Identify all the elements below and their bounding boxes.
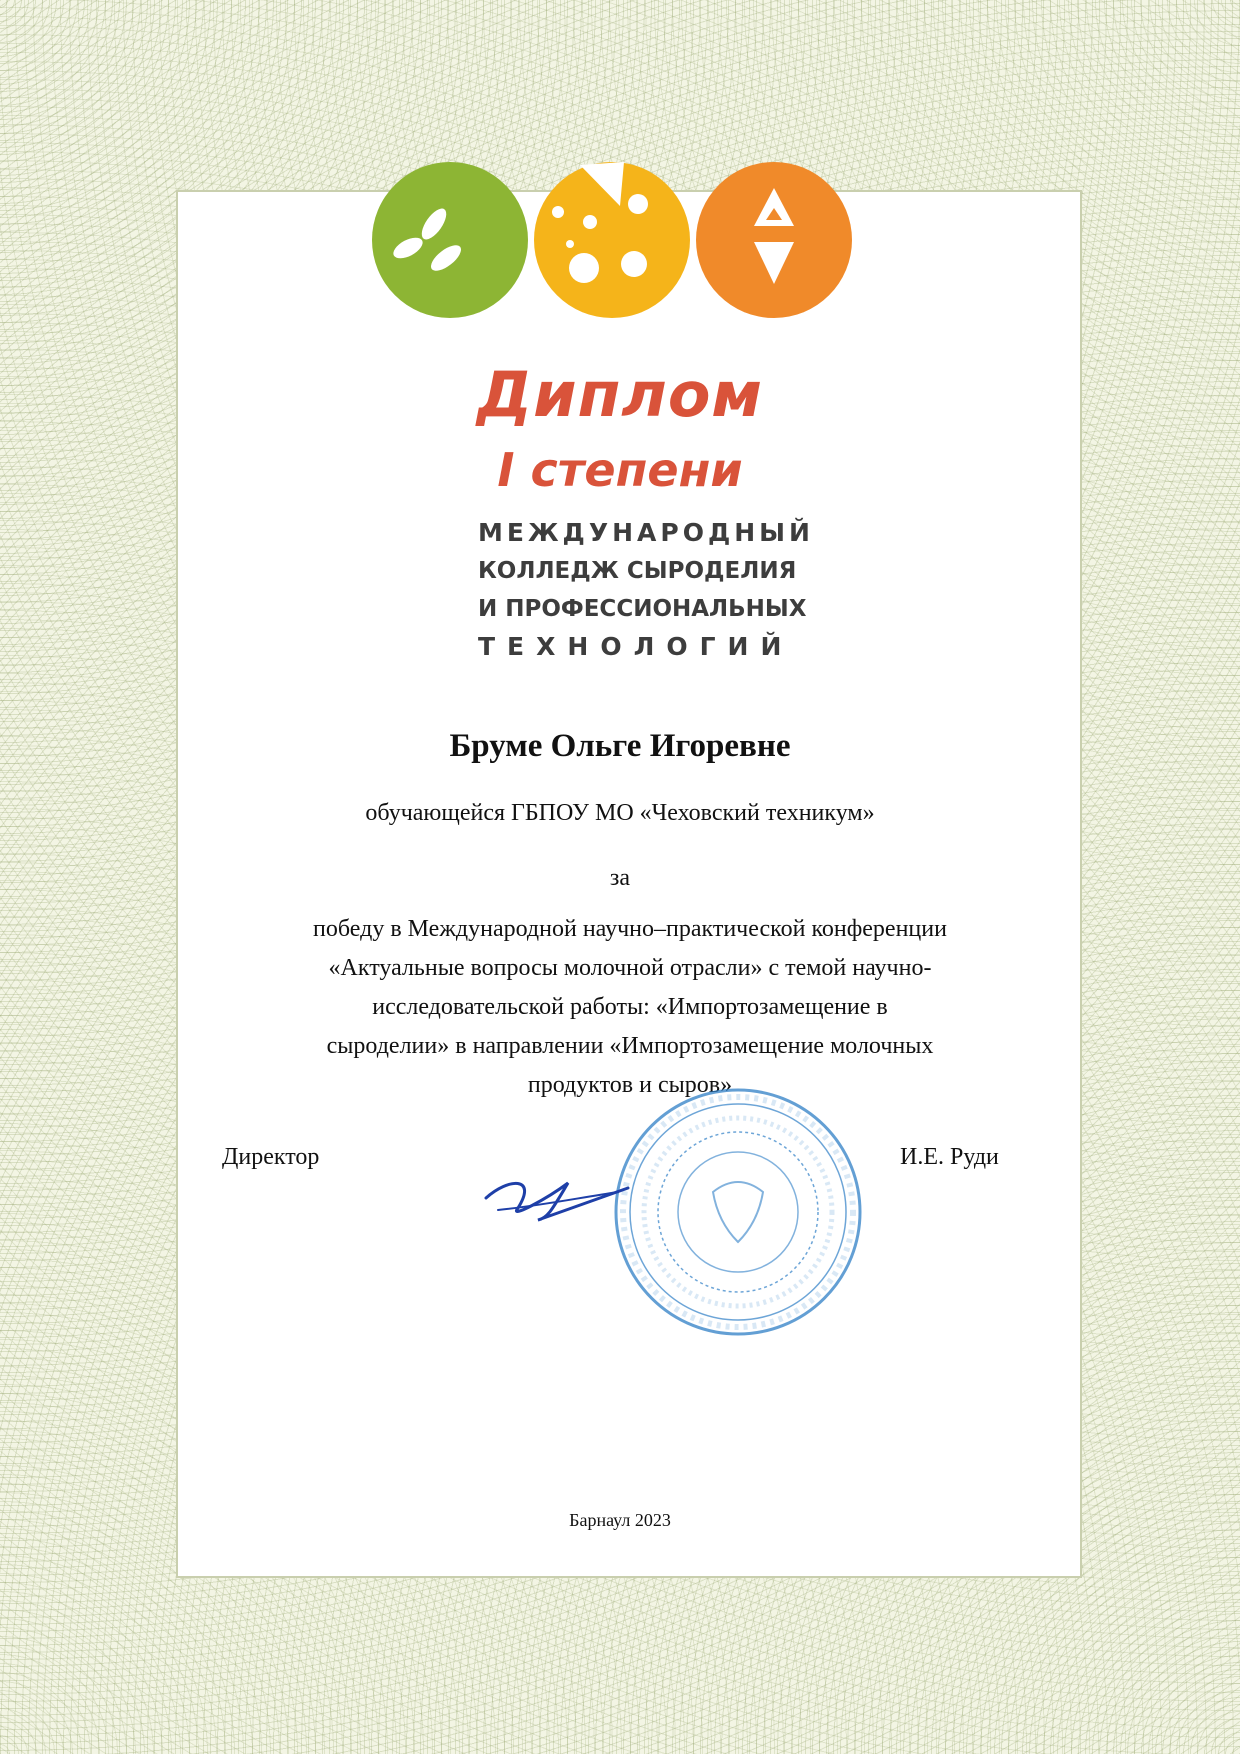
- org-line-3: И ПРОФЕССИОНАЛЬНЫХ: [478, 596, 807, 622]
- reason-text: [230, 910, 1030, 1105]
- recipient-name: Бруме Ольге Игоревне: [449, 728, 791, 764]
- reason-line: продуктов и сыров»: [527, 1072, 733, 1098]
- diploma-title: Диплом: [476, 358, 764, 431]
- diploma-degree: I степени: [497, 443, 743, 497]
- reason-for: за: [609, 865, 631, 891]
- recipient-study: обучающейся ГБПОУ МО «Чеховский техникум»: [365, 800, 875, 826]
- reason-line: победу в Международной научно–практической конференции: [313, 916, 947, 942]
- arrows-circle-icon: [696, 162, 852, 318]
- director-signature: [478, 1158, 648, 1243]
- director-name: И.Е. Руди: [900, 1144, 999, 1170]
- org-line-4: ТЕХНОЛОГИЙ: [478, 632, 794, 661]
- director-title: Директор: [222, 1144, 320, 1170]
- org-line-1: МЕЖДУНАРОДНЫЙ: [478, 518, 814, 547]
- reason-line: исследовательской работы: «Импортозамещение в: [372, 994, 888, 1020]
- leaf-circle-icon: [372, 162, 528, 318]
- city-year: Барнаул 2023: [569, 1510, 671, 1530]
- reason-line: сыроделии» в направлении «Импортозамещение молочных: [326, 1033, 934, 1059]
- organization-name: [478, 514, 814, 666]
- cheese-circle-icon: [534, 162, 690, 318]
- college-logo: [370, 160, 870, 325]
- org-line-2: КОЛЛЕДЖ СЫРОДЕЛИЯ: [478, 558, 797, 584]
- reason-line: «Актуальные вопросы молочной отрасли» с темой научно-: [328, 955, 932, 981]
